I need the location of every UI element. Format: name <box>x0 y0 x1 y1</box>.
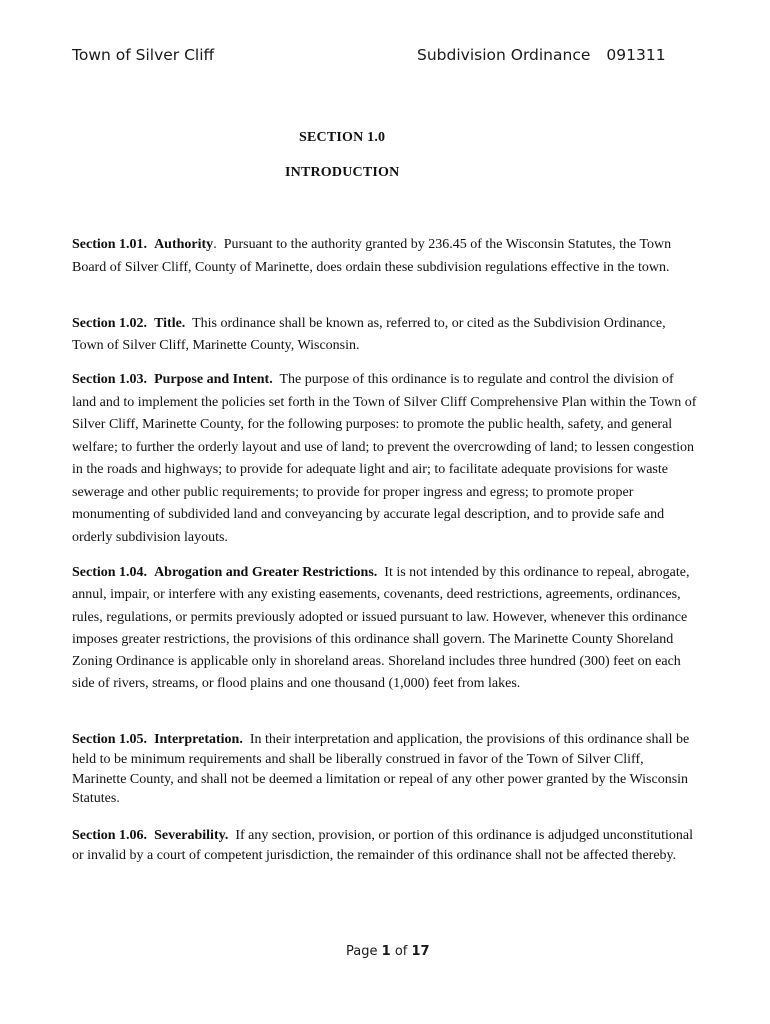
section-heading: Title. <box>154 316 186 331</box>
section-label: Section 1.01. <box>72 237 148 252</box>
section-label: Section 1.04. <box>72 565 148 580</box>
header-ordinance-title: Subdivision Ordinance <box>417 46 591 64</box>
header-document-title <box>417 46 666 64</box>
section-heading-suffix: . <box>213 237 217 252</box>
section-paragraph <box>72 234 700 279</box>
section-text: The purpose of this ordinance is to regulate and control the division of land and to implement the policies set forth in the Town of Silver Cliff Comprehensive Plan within the Town of Silver Cliff, Marinette County, for the following purposes: to promote the public health, safety, and general welfare; to further the orderly layout and use of land; to prevent the overcrowding of land; to lessen congestion in the roads and highways; to provide for adequate light and air; to facilitate adequate provisions for waste sewerage and other public requirements; to provide for proper ingress and egress; to promote proper monumenting of subdivided land and conveyancing by accurate legal description, and to provide safe and orderly subdivision layouts. <box>72 372 697 545</box>
section-paragraph <box>72 562 700 696</box>
section-paragraph <box>72 369 700 549</box>
section-paragraph <box>72 730 700 809</box>
page-number <box>346 944 430 959</box>
section-label: Section 1.05. <box>72 732 148 747</box>
section-paragraph <box>72 826 700 866</box>
section-heading: Severability. <box>154 828 229 843</box>
page-header <box>72 46 698 70</box>
section-heading: Authority <box>154 237 214 252</box>
header-ordinance-number: 091311 <box>606 46 666 64</box>
section-text: If any section, provision, or portion of this ordinance is adjudged unconstitutional or invalid by a court of competent jurisdiction, the remainder of this ordinance shall not be affected thereby. <box>72 828 693 863</box>
page-word: Page <box>346 944 378 959</box>
section-heading: Interpretation. <box>154 732 243 747</box>
page-current: 1 <box>381 944 391 959</box>
header-town-name: Town of Silver Cliff <box>72 46 215 64</box>
section-label: Section 1.06. <box>72 828 148 843</box>
section-text: It is not intended by this ordinance to repeal, abrogate, annul, impair, or interfere with any existing easements, covenants, deed restrictions, agreements, ordinances, rules, regulations, or permits previously adopted or issued pursuant to law. However, whenever this ordinance imposes greater restrictions, the provisions of this ordinance shall govern. The Marinette County Shoreland Zoning Ordinance is applicable only in shoreland areas. Shoreland includes three hundred (300) feet on each side of rivers, streams, or flood plains and one thousand (1,000) feet from lakes. <box>72 565 690 692</box>
section-title-text: INTRODUCTION <box>285 165 400 180</box>
section-heading: Abrogation and Greater Restrictions. <box>154 565 378 580</box>
page-total: 17 <box>411 944 430 959</box>
section-label: Section 1.02. <box>72 316 148 331</box>
section-text: In their interpretation and application, the provisions of this ordinance shall be held to be minimum requirements and shall be liberally construed in favor of the Town of Silver Cliff, Marinette County, and shall not be deemed a limitation or repeal of any other power granted by the Wisconsin Statutes. <box>72 732 690 807</box>
section-heading: Purpose and Intent. <box>154 372 273 387</box>
section-text: This ordinance shall be known as, referred to, or cited as the Subdivision Ordinance, Town of Silver Cliff, Marinette County, Wisconsin. <box>72 316 666 353</box>
section-label: Section 1.03. <box>72 372 148 387</box>
section-paragraph <box>72 313 700 356</box>
section-text: Pursuant to the authority granted by 236.45 of the Wisconsin Statutes, the Town Board of Silver Cliff, County of Marinette, does ordain these subdivision regulations effective in the town. <box>72 237 672 275</box>
section-number-text: SECTION 1.0 <box>299 130 386 145</box>
of-word: of <box>394 944 408 959</box>
